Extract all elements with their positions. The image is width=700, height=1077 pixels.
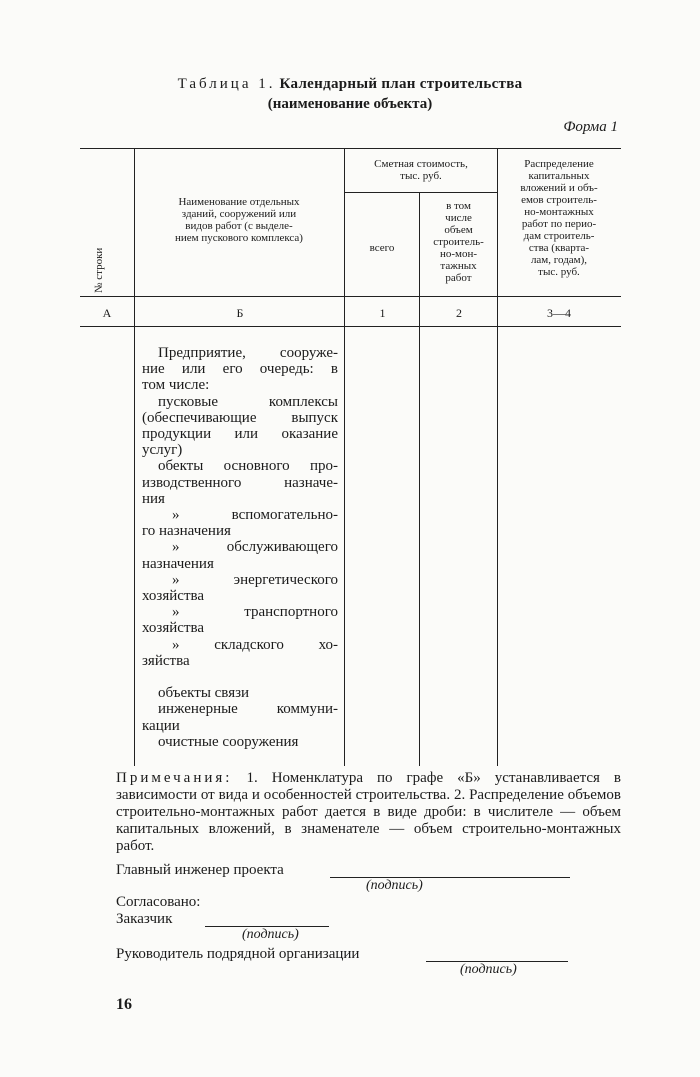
header-name-line: зданий, сооружений или xyxy=(181,208,297,220)
header-name-line: Наименование отдельных xyxy=(178,196,300,208)
table-row: зяйства xyxy=(142,652,190,669)
customer-label: Заказчик xyxy=(116,911,173,927)
table-row: хозяйства xyxy=(142,588,205,604)
table-row: ния xyxy=(142,490,165,507)
col-key-b: Б xyxy=(236,306,244,320)
table-row: услуг) xyxy=(142,442,183,459)
body-divider-2 xyxy=(497,326,498,766)
header-incl-line: числе xyxy=(445,212,472,224)
notes-label: Примечания: xyxy=(116,770,233,786)
body-divider-b xyxy=(344,326,345,766)
table-row: обекты основного про- xyxy=(158,458,338,475)
table-title xyxy=(0,76,700,93)
table-top-rule xyxy=(80,148,621,149)
table-row: Предприятие, сооруже- xyxy=(158,345,338,361)
header-incl-line: строитель- xyxy=(433,236,484,248)
table-row: » энергетического xyxy=(172,571,338,588)
header-distribution-line: лам, годам), xyxy=(530,254,588,266)
col-key-3-4: 3—4 xyxy=(547,306,571,320)
table-title-text: Календарный план строительства xyxy=(279,76,523,92)
body-divider-1 xyxy=(419,326,420,766)
header-row-number: № строки xyxy=(93,247,105,293)
table-row: очистные сооружения xyxy=(158,733,299,750)
header-distribution-line: тыс. руб. xyxy=(538,266,580,278)
table-row: го назначения xyxy=(142,523,231,540)
header-incl-line: тажных xyxy=(440,260,477,272)
col-key-2: 2 xyxy=(456,306,462,320)
notes-text: 1. Номенклатура по графе «Б» устанавливается в зависимости от вида и особенностей строительства. 2. Распределение объемов строительно-монтажных работ дается в виде дроби: в числителе — объем капитальных вложений, в знаменателе — объем строительно-монтажных работ. xyxy=(116,770,621,854)
col-divider-a xyxy=(134,148,135,326)
table-row: кации xyxy=(142,717,180,734)
header-bottom-rule xyxy=(80,296,621,297)
header-incl-line: в том xyxy=(446,200,471,212)
chief-engineer-signature-caption: (подпись) xyxy=(366,878,423,893)
header-estimate-line: тыс. руб. xyxy=(400,170,442,182)
table-row: ние или его очередь: в xyxy=(142,361,338,378)
header-name xyxy=(136,196,342,244)
estimate-subheader-rule xyxy=(344,192,497,193)
header-distribution-line: капитальных xyxy=(528,170,590,182)
header-incl-line: объем xyxy=(444,224,473,236)
header-name-line: нием пускового комплекса) xyxy=(175,232,303,244)
header-distribution-line: дам строитель- xyxy=(523,230,595,242)
table-row: объекты связи xyxy=(158,685,250,702)
header-incl-line: работ xyxy=(445,272,472,284)
table-row: назначения xyxy=(142,555,214,572)
table-row: том числе: xyxy=(142,377,210,394)
header-distribution-line: Распределение xyxy=(524,158,594,170)
col-key-1: 1 xyxy=(379,306,386,320)
header-distribution xyxy=(499,158,619,278)
table-row: » складского хо- xyxy=(172,636,338,653)
table-row: изводственного назначе- xyxy=(142,474,338,491)
header-distribution-line: ства (кварта- xyxy=(528,242,590,254)
header-estimate xyxy=(346,158,496,182)
table-row: инженерные коммуни- xyxy=(158,701,338,718)
header-distribution-line: но-монтажных xyxy=(524,206,594,218)
header-distribution-line: работ по перио- xyxy=(521,218,597,230)
header-incl-line: но-мон- xyxy=(439,248,478,260)
header-name-line: видов работ (с выделе- xyxy=(185,220,293,232)
customer-signature-caption: (подпись) xyxy=(242,927,299,942)
col-divider-2 xyxy=(497,148,498,326)
header-total: всего xyxy=(369,242,395,254)
table-row: » обслуживающего xyxy=(172,539,338,556)
col-divider-1 xyxy=(419,192,420,326)
col-key-a: А xyxy=(102,306,112,320)
agreed-label: Согласовано: xyxy=(116,894,201,910)
header-distribution-line: вложений и объ- xyxy=(520,182,598,194)
table-row: пусковые комплексы xyxy=(158,393,338,410)
table-row: продукции или оказание xyxy=(142,426,338,442)
header-distribution-line: емов строитель- xyxy=(521,194,597,206)
contractor-label: Руководитель подрядной организации xyxy=(116,946,360,962)
form-label: Форма 1 xyxy=(563,119,618,135)
col-divider-b xyxy=(344,148,345,326)
body-divider-a xyxy=(134,326,135,766)
table-row: хозяйства xyxy=(142,620,205,637)
notes xyxy=(116,770,621,855)
table-row: » транспортного xyxy=(172,604,338,621)
table-subtitle: (наименование объекта) xyxy=(267,96,433,112)
header-estimate-line: Сметная стоимость, xyxy=(374,158,468,170)
chief-engineer-label: Главный инженер проекта xyxy=(116,862,284,878)
contractor-signature-caption: (подпись) xyxy=(460,962,517,977)
table-row: (обеспечивающие выпуск xyxy=(142,409,338,426)
table-title-prefix: Таблица 1. xyxy=(177,76,276,92)
page-number: 16 xyxy=(116,996,132,1013)
table-row: » вспомогательно- xyxy=(172,507,338,523)
header-incl xyxy=(421,200,496,284)
column-keys-rule xyxy=(80,326,621,327)
